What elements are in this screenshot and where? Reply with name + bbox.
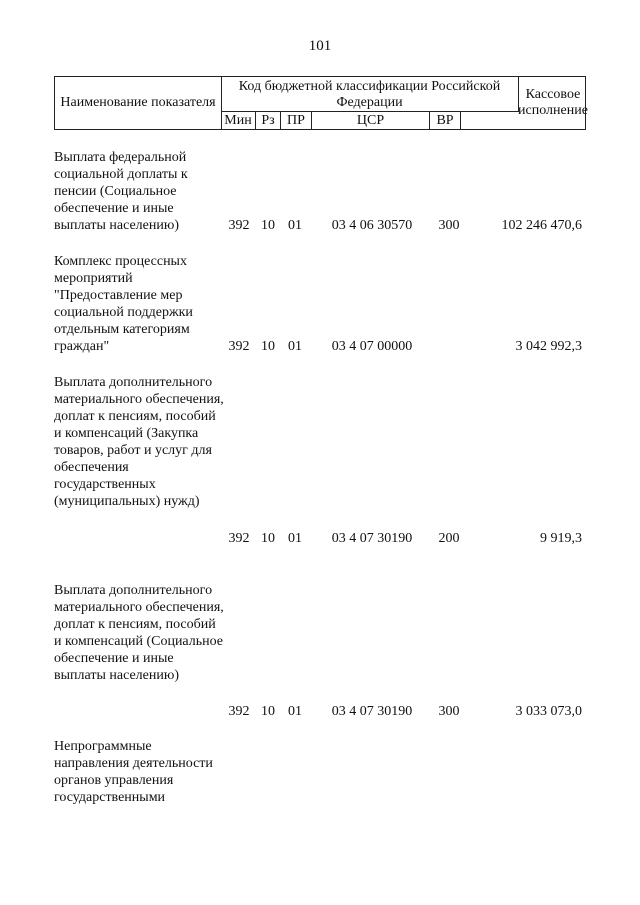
- row-name: Выплата дополнительного материального обеспечения, доплат к пенсиям, пособий и компенсаций (Социальное обеспечение и иные выплаты населению): [54, 583, 224, 683]
- header-name: Наименование показателя: [55, 77, 222, 129]
- row-min: 392: [228, 531, 250, 546]
- row-amount: 3 042 992,3: [515, 339, 582, 354]
- row-amount: 3 033 073,0: [515, 704, 582, 719]
- row-amount: 9 919,3: [540, 531, 582, 546]
- row-rz: 10: [261, 704, 275, 719]
- header-code: Код бюджетной классификации Российской Федерации: [221, 77, 519, 112]
- table-header: [54, 76, 586, 130]
- header-execution: Кассовое исполнение: [518, 87, 588, 118]
- row-vr: 300: [438, 704, 460, 719]
- header-vr-label: ВР: [436, 113, 454, 128]
- header-pr: ПР: [281, 112, 312, 129]
- row-csr: 03 4 07 30190: [331, 704, 413, 719]
- row-min: 392: [228, 704, 250, 719]
- row-vr: 200: [438, 531, 460, 546]
- row-rz: 10: [261, 339, 275, 354]
- row-pr: 01: [288, 704, 302, 719]
- row-csr: 03 4 06 30570: [331, 218, 413, 233]
- row-csr: 03 4 07 00000: [331, 339, 413, 354]
- row-pr: 01: [288, 218, 302, 233]
- row-name: Непрограммные направления деятельности органов управления государственными: [54, 739, 213, 805]
- header-vr: [430, 112, 519, 129]
- header-vr-divider: [460, 112, 461, 129]
- page-number: 101: [308, 38, 332, 54]
- header-min: Мин: [221, 112, 256, 129]
- row-rz: 10: [261, 531, 275, 546]
- row-name: Выплата федеральной социальной доплаты к пенсии (Социальное обеспечение и иные выплаты населению): [54, 150, 188, 233]
- row-amount: 102 246 470,6: [501, 218, 582, 233]
- row-rz: 10: [261, 218, 275, 233]
- header-csr: ЦСР: [312, 112, 430, 129]
- row-name: Выплата дополнительного материального обеспечения, доплат к пенсиям, пособий и компенсаций (Закупка товаров, работ и услуг для обеспечения государственных (муниципальных) нужд): [54, 375, 224, 509]
- row-pr: 01: [288, 531, 302, 546]
- row-min: 392: [228, 339, 250, 354]
- row-pr: 01: [288, 339, 302, 354]
- row-csr: 03 4 07 30190: [331, 531, 413, 546]
- row-min: 392: [228, 218, 250, 233]
- header-rz: Рз: [256, 112, 281, 129]
- row-name: Комплекс процессных мероприятий "Предоставление мер социальной поддержки отдельным категориям граждан": [54, 254, 193, 354]
- row-vr: 300: [438, 218, 460, 233]
